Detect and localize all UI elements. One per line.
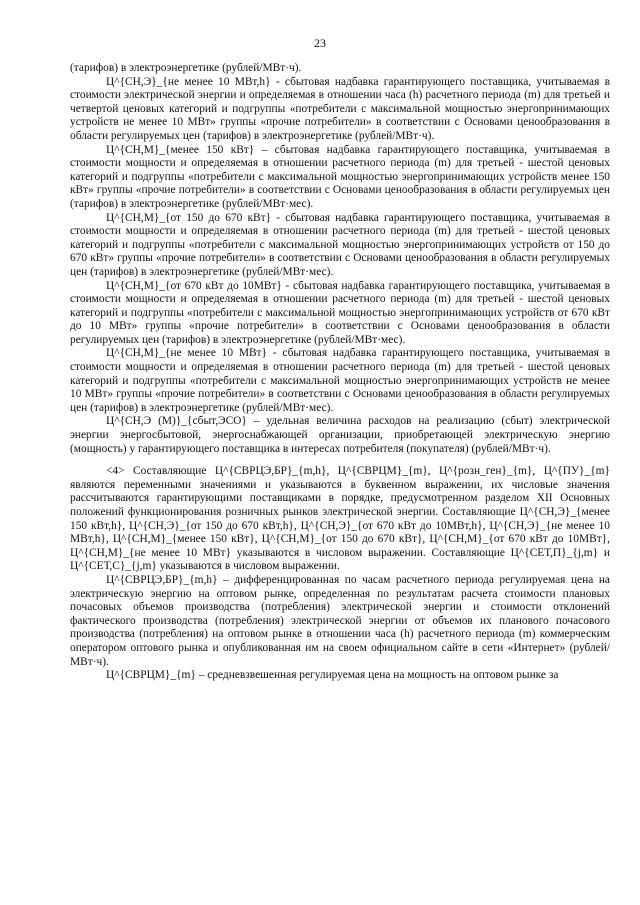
- paragraph-4: Ц^{СН,М}_{от 150 до 670 кВт} - сбытовая надбавка гарантирующего поставщика, учитываемая в стоимости мощности и определяемая в отношении расчетного периода (m) для третьей - шестой ценовых категорий и подгруппы «потребители с максимальной мощностью энергопринимающих устройств от 150 до 670 кВт» группы «прочие потребители» в соответствии с Основами ценообразования в области регулируемых цен (тарифов) в электроэнергетике (рублей/МВт·мес).: [70, 211, 610, 278]
- page-number: 23: [314, 36, 326, 50]
- paragraph-8: <4> Составляющие Ц^{СВРЦЭ,БР}_{m,h}, Ц^{СВРЦМ}_{m}, Ц^{розн_ген}_{m}, Ц^{ПУ}_{m} являются переменными значениями и указываются в буквенном выражении, их числовые значения рассчитываются гарантирующими поставщиками в порядке, предусмотренном разделом XII Основных положений функционирования розничных рынков электрической энергии. Составляющие Ц^{СН,Э}_{менее 150 кВт,h}, Ц^{СН,Э}_{от 150 до 670 кВт,h}, Ц^{СН,Э}_{от 670 кВт до 10МВт,h}, Ц^{СН,Э}_{не менее 10 МВт,h}, Ц^{СН,М}_{менее 150 кВт}, Ц^{СН,М}_{от 150 до 670 кВт}, Ц^{СН,М}_{от 670 кВт до 10МВт}, Ц^{СН,М}_{не менее 10 МВт} указываются в числовом выражении. Составляющие Ц^{СЕТ,П}_{j,m} и Ц^{СЕТ,С}_{j,m} указываются в числовом выражении.: [70, 465, 610, 573]
- document-body: [70, 62, 610, 683]
- paragraph-1: (тарифов) в электроэнергетике (рублей/МВт·ч).: [70, 62, 302, 74]
- paragraph-2: Ц^{СН,Э}_{не менее 10 МВт,h} - сбытовая надбавка гарантирующего поставщика, учитываемая в стоимости электрической энергии и определяемая в отношении часа (h) расчетного периода (m) для третьей и четвертой ценовых категорий и подгруппы «потребители с максимальной мощностью энергопринимающих устройств не менее 10 МВт» группы «прочие потребители» в соответствии с Основами ценообразования в области регулируемых цен (тарифов) в электроэнергетике (рублей/МВт·ч).: [70, 75, 610, 142]
- paragraph-9: Ц^{СВРЦЭ,БР}_{m,h} – дифференцированная по часам расчетного периода регулируемая цена на электрическую энергию на оптовом рынке, определенная по результатам расчета стоимости плановых почасовых объемов производства (потребления) электрической энергии и стоимости отклонений фактического производства (потребления) электрической энергии от объемов их планового почасового производства (потребления) на оптовом рынке в отношении часа (h) расчетного периода (m) коммерческим оператором оптового рынка и опубликованная им на своем официальном сайте в сети «Интернет» (рублей/МВт·ч).: [70, 573, 610, 668]
- paragraph-6: Ц^{СН,М}_{не менее 10 МВт} - сбытовая надбавка гарантирующего поставщика, учитываемая в стоимости мощности и определяемая в отношении расчетного периода (m) для третьей - шестой ценовых категорий и подгруппы «потребители с максимальной мощностью энергопринимающих устройств не менее 10 МВт» группы «прочие потребители» в соответствии с Основами ценообразования в области регулируемых цен (тарифов) в электроэнергетике (рублей/МВт·мес).: [70, 347, 610, 414]
- paragraph-10: Ц^{СВРЦМ}_{m} – средневзвешенная регулируемая цена на мощность на оптовом рынке за: [106, 669, 559, 682]
- paragraph-7: Ц^{СН,Э (М)}_{сбыт,ЭСО} – удельная величина расходов на реализацию (сбыт) электрической энергии энергосбытовой, энергоснабжающей организации, приобретающей электрическую энергию (мощность) у гарантирующего поставщика в интересах потребителя (покупателя) (рублей/МВт·ч).: [70, 415, 610, 455]
- paragraph-5: Ц^{СН,М}_{от 670 кВт до 10МВт} - сбытовая надбавка гарантирующего поставщика, учитываемая в стоимости мощности и определяемая в отношении расчетного периода (m) для третьей - шестой ценовых категорий и подгруппы «потребители с максимальной мощностью энергопринимающих устройств от 670 кВт до 10 МВт» группы «прочие потребители» в соответствии с Основами ценообразования в области регулируемых цен (тарифов) в электроэнергетике (рублей/МВт·мес).: [70, 279, 610, 346]
- paragraph-3: Ц^{СН,М}_{менее 150 кВт} – сбытовая надбавка гарантирующего поставщика, учитываемая в стоимости мощности и определяемая в отношении расчетного периода (m) для третьей - шестой ценовых категорий и подгруппы «потребители с максимальной мощностью энергопринимающих устройств менее 150 кВт» группы «прочие потребители» в соответствии с Основами ценообразования в области регулируемых цен (тарифов) в электроэнергетике (рублей/МВт·мес).: [70, 143, 610, 210]
